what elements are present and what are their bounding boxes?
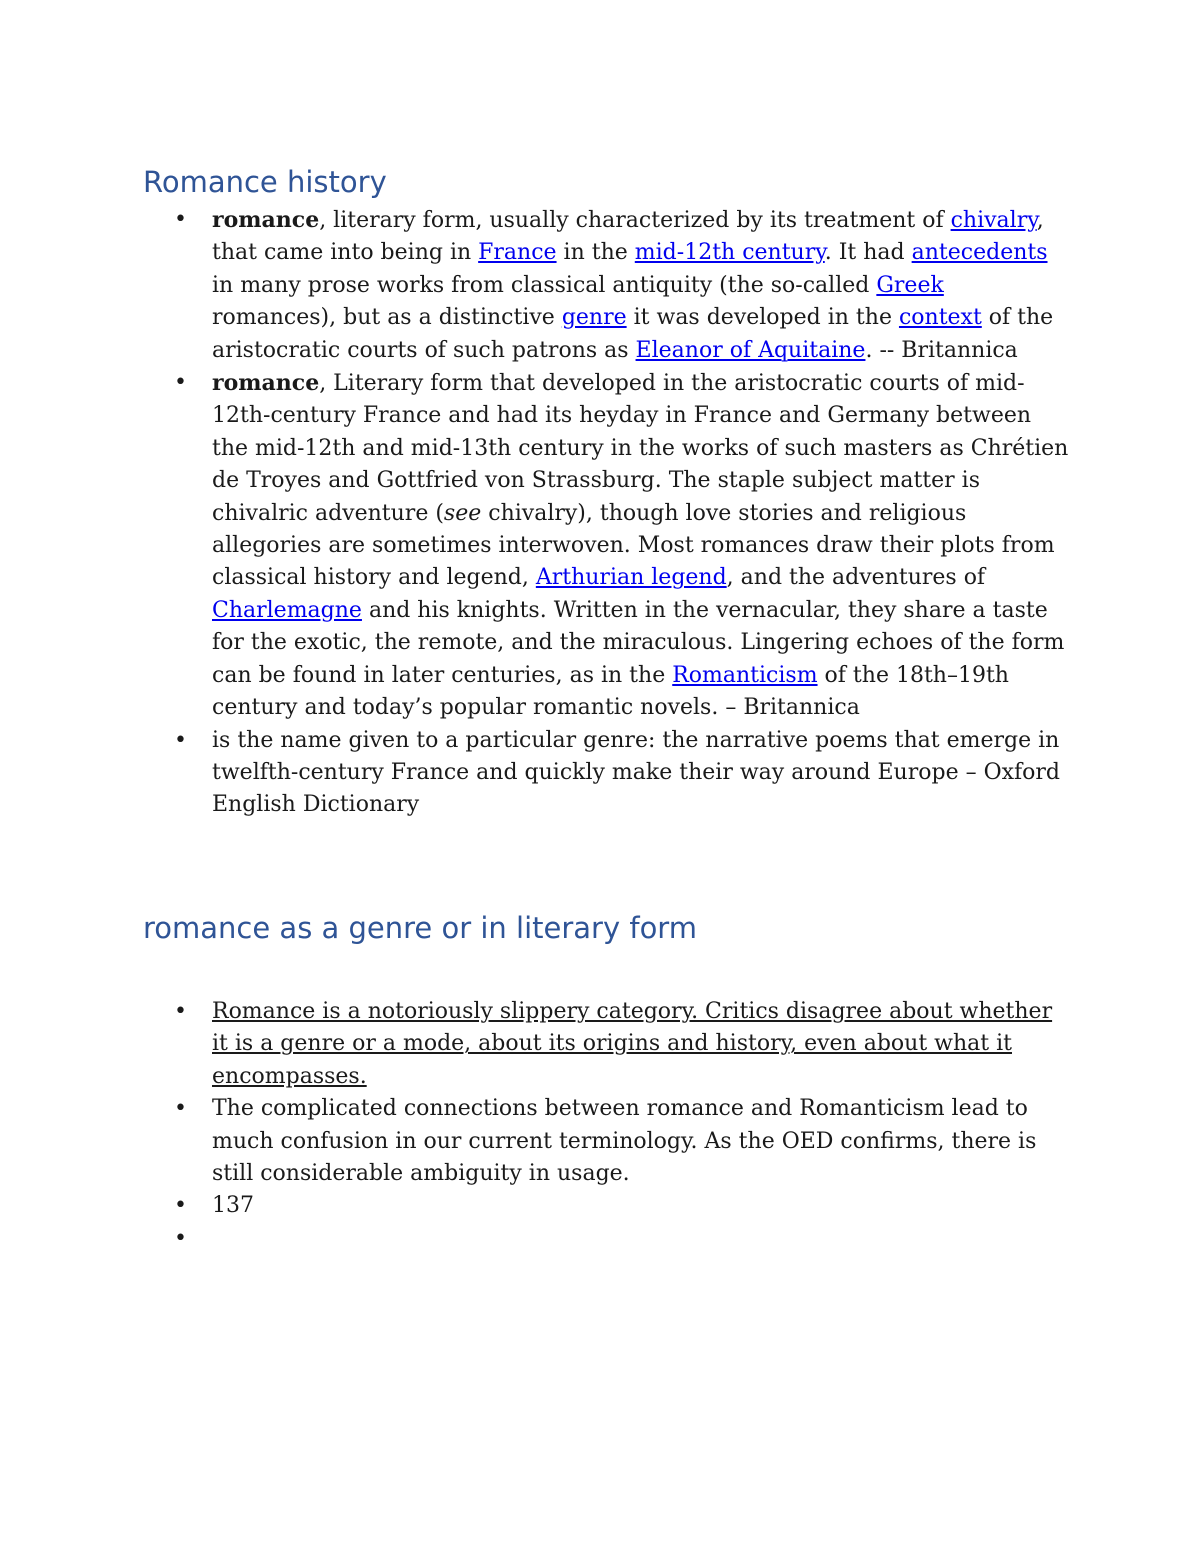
link-romanticism[interactable]: Romanticism bbox=[672, 662, 818, 688]
link-arthurian-legend[interactable]: Arthurian legend bbox=[535, 565, 727, 591]
link-antecedents[interactable]: antecedents bbox=[911, 240, 1048, 266]
oed-definition: is the name given to a particular genre: the narrative poems that emerge in twelfth-century France and quickly make their way around Europe – Oxford English Dictionary bbox=[212, 727, 1060, 818]
list-item bbox=[174, 367, 1072, 724]
text-span: . -- Britannica bbox=[865, 337, 1018, 363]
text-span: , literary form, usually characterized by its treatment of bbox=[319, 208, 951, 233]
text-span: and his knights. Written in the vernacular, they share a taste for the exotic, the remote, and the miraculous. Lingering echoes of the form can be found in later centuries, as in the bbox=[212, 597, 1065, 688]
text-span: , that came into being in bbox=[212, 208, 1044, 266]
emphasis-see: see bbox=[443, 500, 482, 526]
list-item-empty bbox=[174, 1223, 1072, 1255]
romance-genre-list bbox=[174, 996, 1072, 1255]
list-item bbox=[174, 1093, 1072, 1190]
text-span: chivalry), though love stories and religious allegories are sometimes interwoven. Most romances draw their plots from classical history and legend, bbox=[212, 500, 1055, 591]
link-eleanor-of-aquitaine[interactable]: Eleanor of Aquitaine bbox=[635, 337, 866, 363]
link-greek[interactable]: Greek bbox=[876, 272, 944, 298]
bullet-icon: • bbox=[174, 370, 187, 396]
term-romance: romance bbox=[212, 207, 320, 233]
link-france[interactable]: France bbox=[478, 240, 557, 266]
list-item bbox=[174, 1190, 1072, 1222]
link-chivalry[interactable]: chivalry bbox=[950, 208, 1037, 233]
romanticism-connections-text: The complicated connections between romance and Romanticism lead to much confusion in our current terminology. As the OED confirms, there is still considerable ambiguity in usage. bbox=[212, 1096, 1037, 1187]
heading-romance-genre: romance as a genre or in literary form bbox=[143, 911, 697, 945]
bullet-icon: • bbox=[174, 999, 187, 1024]
text-span: romances), but as a distinctive bbox=[212, 305, 562, 331]
text-span: in many prose works from classical antiquity (the so-called bbox=[212, 272, 877, 298]
text-span: . It had bbox=[824, 240, 912, 266]
link-charlemagne[interactable]: Charlemagne bbox=[212, 597, 362, 623]
text-span: in the bbox=[556, 240, 635, 266]
page-number-text: 137 bbox=[212, 1193, 254, 1219]
text-span: of the 18th–19th century and today’s popular romantic novels. – Britannica bbox=[212, 662, 1009, 721]
bullet-icon: • bbox=[174, 207, 187, 232]
bullet-icon: • bbox=[174, 727, 187, 753]
link-mid-12th-century[interactable]: mid-12th century bbox=[634, 240, 825, 266]
bullet-icon: • bbox=[174, 1096, 187, 1122]
text-span: , and the adventures of bbox=[726, 565, 986, 591]
bullet-icon: • bbox=[174, 1225, 187, 1251]
term-romance: romance bbox=[212, 370, 320, 397]
slippery-category-text: Romance is a notoriously slippery category. Critics disagree about whether it is a genre or a mode, about its origins and history, even about what it encompasses. bbox=[212, 999, 1053, 1089]
list-item bbox=[174, 725, 1072, 822]
heading-romance-history: Romance history bbox=[143, 165, 387, 199]
list-item bbox=[174, 996, 1072, 1093]
link-context[interactable]: context bbox=[898, 305, 982, 331]
romance-history-list bbox=[174, 204, 1072, 822]
link-genre[interactable]: genre bbox=[561, 305, 627, 331]
text-span: of the aristocratic courts of such patrons as bbox=[212, 305, 1054, 363]
text-span: it was developed in the bbox=[626, 305, 899, 331]
list-item bbox=[174, 204, 1072, 367]
text-span: , Literary form that developed in the aristocratic courts of mid-12th-century France and had its heyday in France and Germany between the mid-12th and mid-13th century in the works of such masters as Chrétien de Troyes and Gottfried von Strassburg. The staple subject matter is chivalric adventure ( bbox=[212, 371, 1069, 526]
bullet-icon: • bbox=[174, 1193, 187, 1219]
